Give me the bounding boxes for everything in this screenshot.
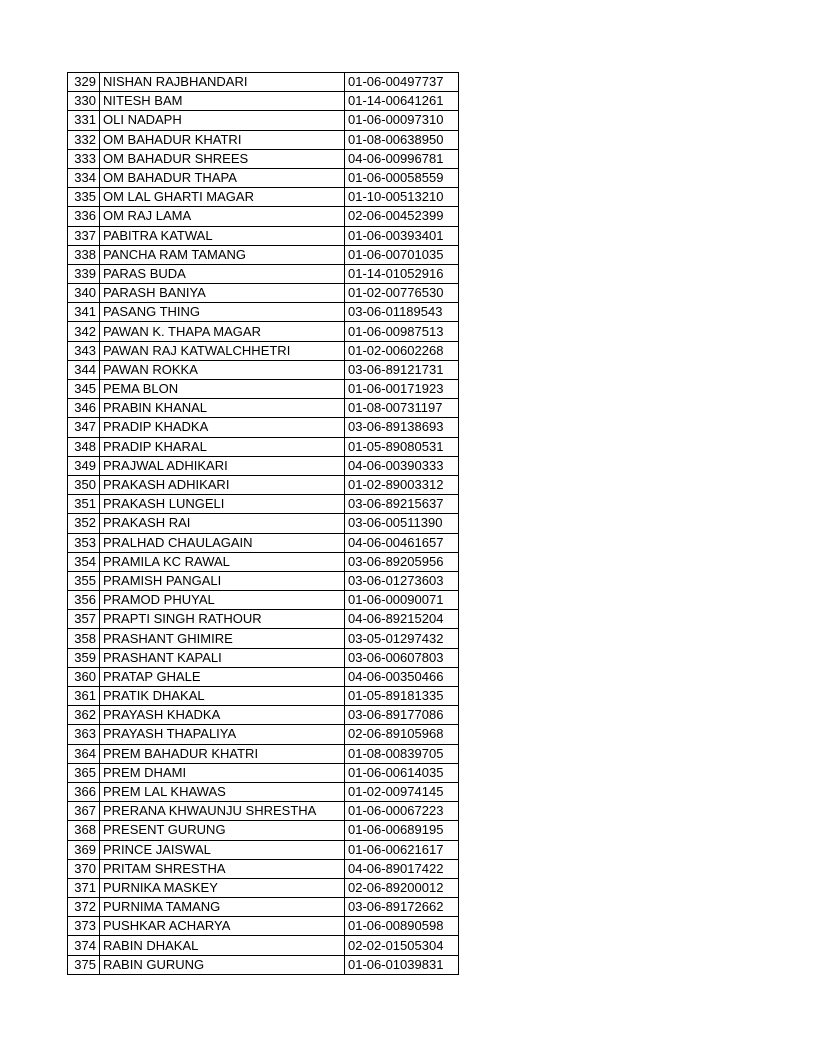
row-number-cell: 365: [68, 763, 100, 782]
id-number-cell: 01-02-00974145: [345, 782, 459, 801]
table-row: [68, 533, 459, 552]
id-number-cell: 01-02-00776530: [345, 284, 459, 303]
name-cell: PRAYASH KHADKA: [100, 706, 345, 725]
name-cell: PASANG THING: [100, 303, 345, 322]
table-row: [68, 571, 459, 590]
id-number-cell: 01-06-00614035: [345, 763, 459, 782]
name-cell: OM RAJ LAMA: [100, 207, 345, 226]
id-number-cell: 03-06-89177086: [345, 706, 459, 725]
table-row: [68, 360, 459, 379]
name-cell: PRAPTI SINGH RATHOUR: [100, 610, 345, 629]
name-cell: OLI NADAPH: [100, 111, 345, 130]
id-number-cell: 02-02-01505304: [345, 936, 459, 955]
row-number-cell: 371: [68, 878, 100, 897]
table-row: [68, 111, 459, 130]
table-row: [68, 878, 459, 897]
name-cell: PRAKASH RAI: [100, 514, 345, 533]
row-number-cell: 337: [68, 226, 100, 245]
name-cell: PRATIK DHAKAL: [100, 687, 345, 706]
table-row: [68, 706, 459, 725]
name-cell: PRADIP KHARAL: [100, 437, 345, 456]
id-number-cell: 01-02-89003312: [345, 475, 459, 494]
id-number-cell: 03-06-00607803: [345, 648, 459, 667]
row-number-cell: 348: [68, 437, 100, 456]
table-row: [68, 456, 459, 475]
table-row: [68, 514, 459, 533]
name-cell: PAWAN K. THAPA MAGAR: [100, 322, 345, 341]
name-cell: OM BAHADUR SHREES: [100, 149, 345, 168]
row-number-cell: 331: [68, 111, 100, 130]
table-row: [68, 130, 459, 149]
table-row: [68, 744, 459, 763]
name-cell: PRESENT GURUNG: [100, 821, 345, 840]
table-row: [68, 322, 459, 341]
id-number-cell: 04-06-00390333: [345, 456, 459, 475]
id-number-cell: 02-06-89105968: [345, 725, 459, 744]
row-number-cell: 339: [68, 264, 100, 283]
table-row: [68, 207, 459, 226]
row-number-cell: 346: [68, 399, 100, 418]
name-cell: PURNIMA TAMANG: [100, 898, 345, 917]
name-cell: OM BAHADUR THAPA: [100, 168, 345, 187]
row-number-cell: 341: [68, 303, 100, 322]
name-cell: OM LAL GHARTI MAGAR: [100, 188, 345, 207]
name-cell: PRATAP GHALE: [100, 667, 345, 686]
table-row: [68, 591, 459, 610]
id-number-cell: 01-10-00513210: [345, 188, 459, 207]
name-cell: PRAKASH ADHIKARI: [100, 475, 345, 494]
name-cell: NITESH BAM: [100, 92, 345, 111]
id-number-cell: 04-06-89017422: [345, 859, 459, 878]
name-cell: PRASHANT KAPALI: [100, 648, 345, 667]
id-number-cell: 01-06-00393401: [345, 226, 459, 245]
table-body: [68, 73, 459, 975]
id-number-cell: 01-06-00621617: [345, 840, 459, 859]
name-cell: PURNIKA MASKEY: [100, 878, 345, 897]
name-cell: PRITAM SHRESTHA: [100, 859, 345, 878]
table-row: [68, 226, 459, 245]
id-number-cell: 01-06-00701035: [345, 245, 459, 264]
name-cell: PARAS BUDA: [100, 264, 345, 283]
table-row: [68, 284, 459, 303]
id-number-cell: 02-06-89200012: [345, 878, 459, 897]
table-row: [68, 149, 459, 168]
row-number-cell: 349: [68, 456, 100, 475]
row-number-cell: 345: [68, 380, 100, 399]
name-cell: OM BAHADUR KHATRI: [100, 130, 345, 149]
table-row: [68, 475, 459, 494]
id-number-cell: 01-06-00067223: [345, 802, 459, 821]
id-number-cell: 01-06-00689195: [345, 821, 459, 840]
table-row: [68, 955, 459, 974]
row-number-cell: 374: [68, 936, 100, 955]
id-number-cell: 01-14-00641261: [345, 92, 459, 111]
row-number-cell: 334: [68, 168, 100, 187]
table-row: [68, 399, 459, 418]
table-row: [68, 782, 459, 801]
table-row: [68, 418, 459, 437]
row-number-cell: 375: [68, 955, 100, 974]
table-row: [68, 495, 459, 514]
id-number-cell: 03-06-89205956: [345, 552, 459, 571]
name-cell: PRAJWAL ADHIKARI: [100, 456, 345, 475]
table-row: [68, 73, 459, 92]
row-number-cell: 369: [68, 840, 100, 859]
id-number-cell: 01-08-00839705: [345, 744, 459, 763]
table-row: [68, 303, 459, 322]
row-number-cell: 351: [68, 495, 100, 514]
row-number-cell: 350: [68, 475, 100, 494]
table-row: [68, 245, 459, 264]
row-number-cell: 356: [68, 591, 100, 610]
table-row: [68, 725, 459, 744]
name-cell: PEMA BLON: [100, 380, 345, 399]
id-number-cell: 01-08-00638950: [345, 130, 459, 149]
table-row: [68, 168, 459, 187]
name-cell: PRAMILA KC RAWAL: [100, 552, 345, 571]
row-number-cell: 336: [68, 207, 100, 226]
id-number-cell: 01-05-89181335: [345, 687, 459, 706]
row-number-cell: 372: [68, 898, 100, 917]
row-number-cell: 364: [68, 744, 100, 763]
row-number-cell: 363: [68, 725, 100, 744]
name-cell: PRAMOD PHUYAL: [100, 591, 345, 610]
row-number-cell: 368: [68, 821, 100, 840]
name-cell: RABIN GURUNG: [100, 955, 345, 974]
row-number-cell: 340: [68, 284, 100, 303]
id-number-cell: 03-06-89215637: [345, 495, 459, 514]
row-number-cell: 357: [68, 610, 100, 629]
row-number-cell: 343: [68, 341, 100, 360]
id-number-cell: 01-06-00097310: [345, 111, 459, 130]
id-number-cell: 01-08-00731197: [345, 399, 459, 418]
row-number-cell: 361: [68, 687, 100, 706]
row-number-cell: 342: [68, 322, 100, 341]
name-cell: PAWAN ROKKA: [100, 360, 345, 379]
row-number-cell: 360: [68, 667, 100, 686]
name-cell: PREM LAL KHAWAS: [100, 782, 345, 801]
row-number-cell: 354: [68, 552, 100, 571]
id-number-cell: 01-06-00058559: [345, 168, 459, 187]
table-row: [68, 629, 459, 648]
name-cell: PREM BAHADUR KHATRI: [100, 744, 345, 763]
name-cell: PANCHA RAM TAMANG: [100, 245, 345, 264]
table-row: [68, 610, 459, 629]
name-cell: PRABIN KHANAL: [100, 399, 345, 418]
id-number-cell: 03-06-89121731: [345, 360, 459, 379]
row-number-cell: 370: [68, 859, 100, 878]
name-cell: RABIN DHAKAL: [100, 936, 345, 955]
id-number-cell: 02-06-00452399: [345, 207, 459, 226]
row-number-cell: 358: [68, 629, 100, 648]
id-number-cell: 01-06-00987513: [345, 322, 459, 341]
row-number-cell: 353: [68, 533, 100, 552]
table-row: [68, 802, 459, 821]
id-number-cell: 01-05-89080531: [345, 437, 459, 456]
id-number-cell: 03-05-01297432: [345, 629, 459, 648]
id-number-cell: 01-06-00171923: [345, 380, 459, 399]
id-number-cell: 03-06-01273603: [345, 571, 459, 590]
row-number-cell: 367: [68, 802, 100, 821]
row-number-cell: 338: [68, 245, 100, 264]
table-row: [68, 188, 459, 207]
table-row: [68, 840, 459, 859]
id-number-cell: 04-06-00996781: [345, 149, 459, 168]
id-number-cell: 01-06-00090071: [345, 591, 459, 610]
id-number-cell: 01-06-01039831: [345, 955, 459, 974]
name-cell: PRALHAD CHAULAGAIN: [100, 533, 345, 552]
row-number-cell: 332: [68, 130, 100, 149]
name-cell: PRERANA KHWAUNJU SHRESTHA: [100, 802, 345, 821]
table-row: [68, 552, 459, 571]
table-row: [68, 648, 459, 667]
row-number-cell: 330: [68, 92, 100, 111]
name-cell: PRADIP KHADKA: [100, 418, 345, 437]
name-cell: PARASH BANIYA: [100, 284, 345, 303]
row-number-cell: 373: [68, 917, 100, 936]
table-row: [68, 821, 459, 840]
id-number-cell: 03-06-89172662: [345, 898, 459, 917]
row-number-cell: 329: [68, 73, 100, 92]
table-row: [68, 92, 459, 111]
table-row: [68, 763, 459, 782]
name-cell: PRAYASH THAPALIYA: [100, 725, 345, 744]
row-number-cell: 335: [68, 188, 100, 207]
id-number-cell: 01-06-00890598: [345, 917, 459, 936]
id-number-cell: 04-06-00350466: [345, 667, 459, 686]
name-cell: PREM DHAMI: [100, 763, 345, 782]
row-number-cell: 347: [68, 418, 100, 437]
row-number-cell: 352: [68, 514, 100, 533]
name-cell: NISHAN RAJBHANDARI: [100, 73, 345, 92]
row-number-cell: 344: [68, 360, 100, 379]
id-number-cell: 03-06-01189543: [345, 303, 459, 322]
table-row: [68, 341, 459, 360]
table-row: [68, 898, 459, 917]
id-number-cell: 01-02-00602268: [345, 341, 459, 360]
name-list-table: [67, 72, 459, 975]
name-cell: PRASHANT GHIMIRE: [100, 629, 345, 648]
name-cell: PUSHKAR ACHARYA: [100, 917, 345, 936]
table-row: [68, 667, 459, 686]
id-number-cell: 03-06-00511390: [345, 514, 459, 533]
id-number-cell: 03-06-89138693: [345, 418, 459, 437]
row-number-cell: 355: [68, 571, 100, 590]
id-number-cell: 01-06-00497737: [345, 73, 459, 92]
name-cell: PRINCE JAISWAL: [100, 840, 345, 859]
name-cell: PAWAN RAJ KATWALCHHETRI: [100, 341, 345, 360]
id-number-cell: 04-06-89215204: [345, 610, 459, 629]
id-number-cell: 01-14-01052916: [345, 264, 459, 283]
name-cell: PRAKASH LUNGELI: [100, 495, 345, 514]
row-number-cell: 333: [68, 149, 100, 168]
row-number-cell: 362: [68, 706, 100, 725]
table-row: [68, 917, 459, 936]
id-number-cell: 04-06-00461657: [345, 533, 459, 552]
table-row: [68, 380, 459, 399]
table-row: [68, 437, 459, 456]
table-row: [68, 936, 459, 955]
row-number-cell: 366: [68, 782, 100, 801]
table-row: [68, 264, 459, 283]
name-cell: PABITRA KATWAL: [100, 226, 345, 245]
table-row: [68, 687, 459, 706]
table-row: [68, 859, 459, 878]
row-number-cell: 359: [68, 648, 100, 667]
name-cell: PRAMISH PANGALI: [100, 571, 345, 590]
